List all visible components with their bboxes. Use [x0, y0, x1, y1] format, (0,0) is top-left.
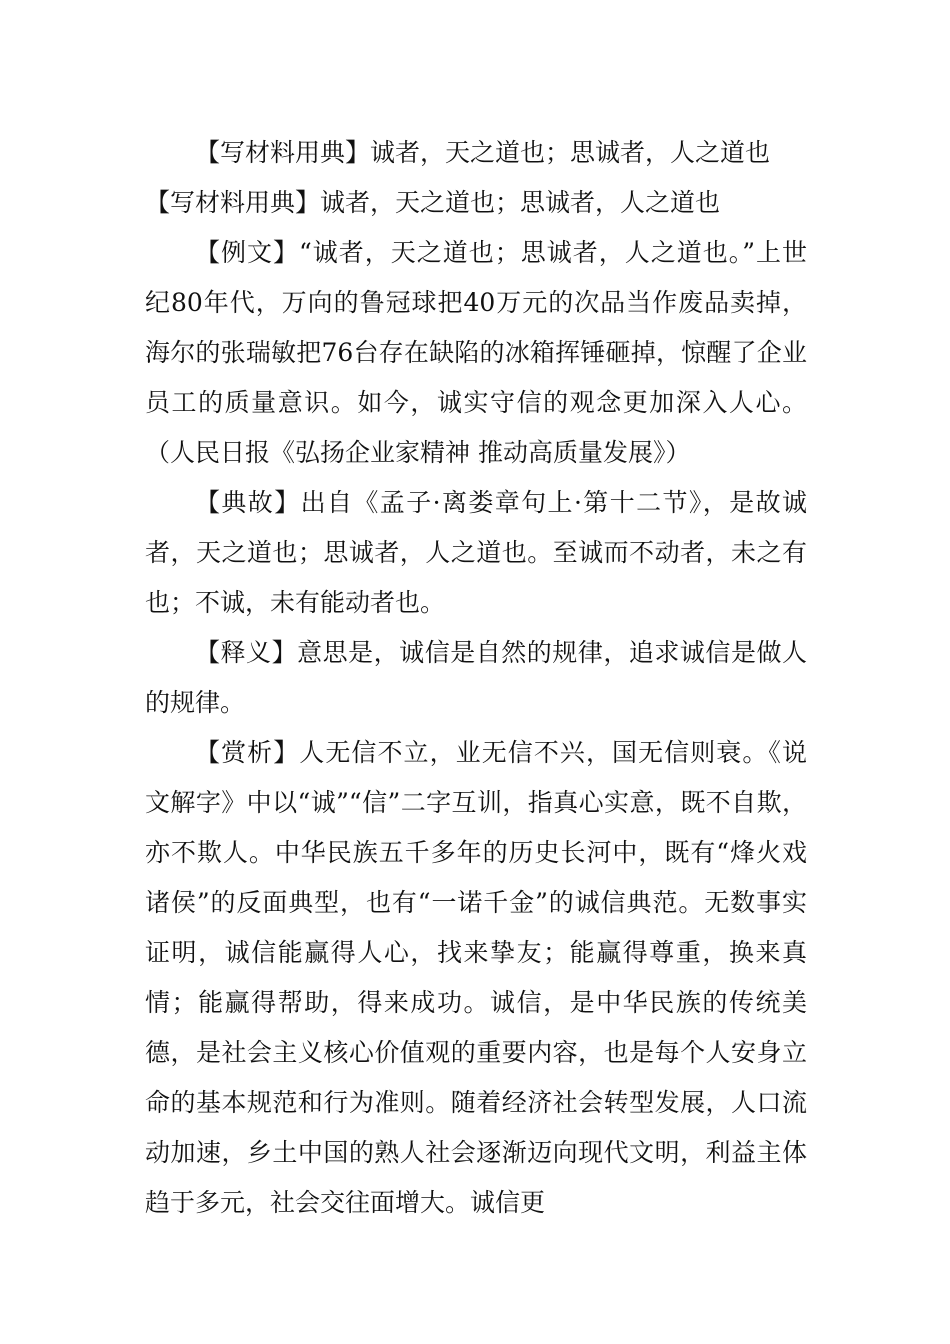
document-heading-repeat: 【写材料用典】诚者，天之道也；思诚者，人之道也: [145, 188, 721, 217]
document-heading: 【写材料用典】诚者，天之道也；思诚者，人之道也: [195, 138, 771, 167]
paragraph-analysis: 【赏析】人无信不立，业无信不兴，国无信则衰。《说文解字》中以“诚”“信”二字互训，指真心实意，既不自欺，亦不欺人。中华民族五千多年的历史长河中，既有“烽火戏诸侯”的反面典型，也有“一诺千金”的诚信典范。无数事实证明，诚信能赢得人心，找来挚友；能赢得尊重，换来真情；能赢得帮助，得来成功。诚信，是中华民族的传统美德，是社会主义核心价值观的重要内容，也是每个人安身立命的基本规范和行为准则。随着经济社会转型发展，人口流动加速，乡土中国的熟人社会逐渐迈向现代文明，利益主体趋于多元，社会交往面增大。诚信更: [145, 738, 807, 1217]
paragraph-source: 【典故】出自《孟子·离娄章句上·第十二节》，是故诚者，天之道也；思诚者，人之道也。至诚而不动者，未之有也；不诚，未有能动者也。: [145, 488, 807, 617]
paragraph-example: 【例文】“诚者，天之道也；思诚者，人之道也。”上世纪80年代，万向的鲁冠球把40万元的次品当作废品卖掉，海尔的张瑞敏把76台存在缺陷的冰箱挥锤砸掉，惊醒了企业员工的质量意识。如今，诚实守信的观念更加深入人心。（人民日报《弘扬企业家精神 推动高质量发展》）: [145, 238, 807, 467]
paragraph-meaning: 【释义】意思是，诚信是自然的规律，追求诚信是做人的规律。: [145, 638, 807, 717]
document-body: [145, 128, 807, 1228]
